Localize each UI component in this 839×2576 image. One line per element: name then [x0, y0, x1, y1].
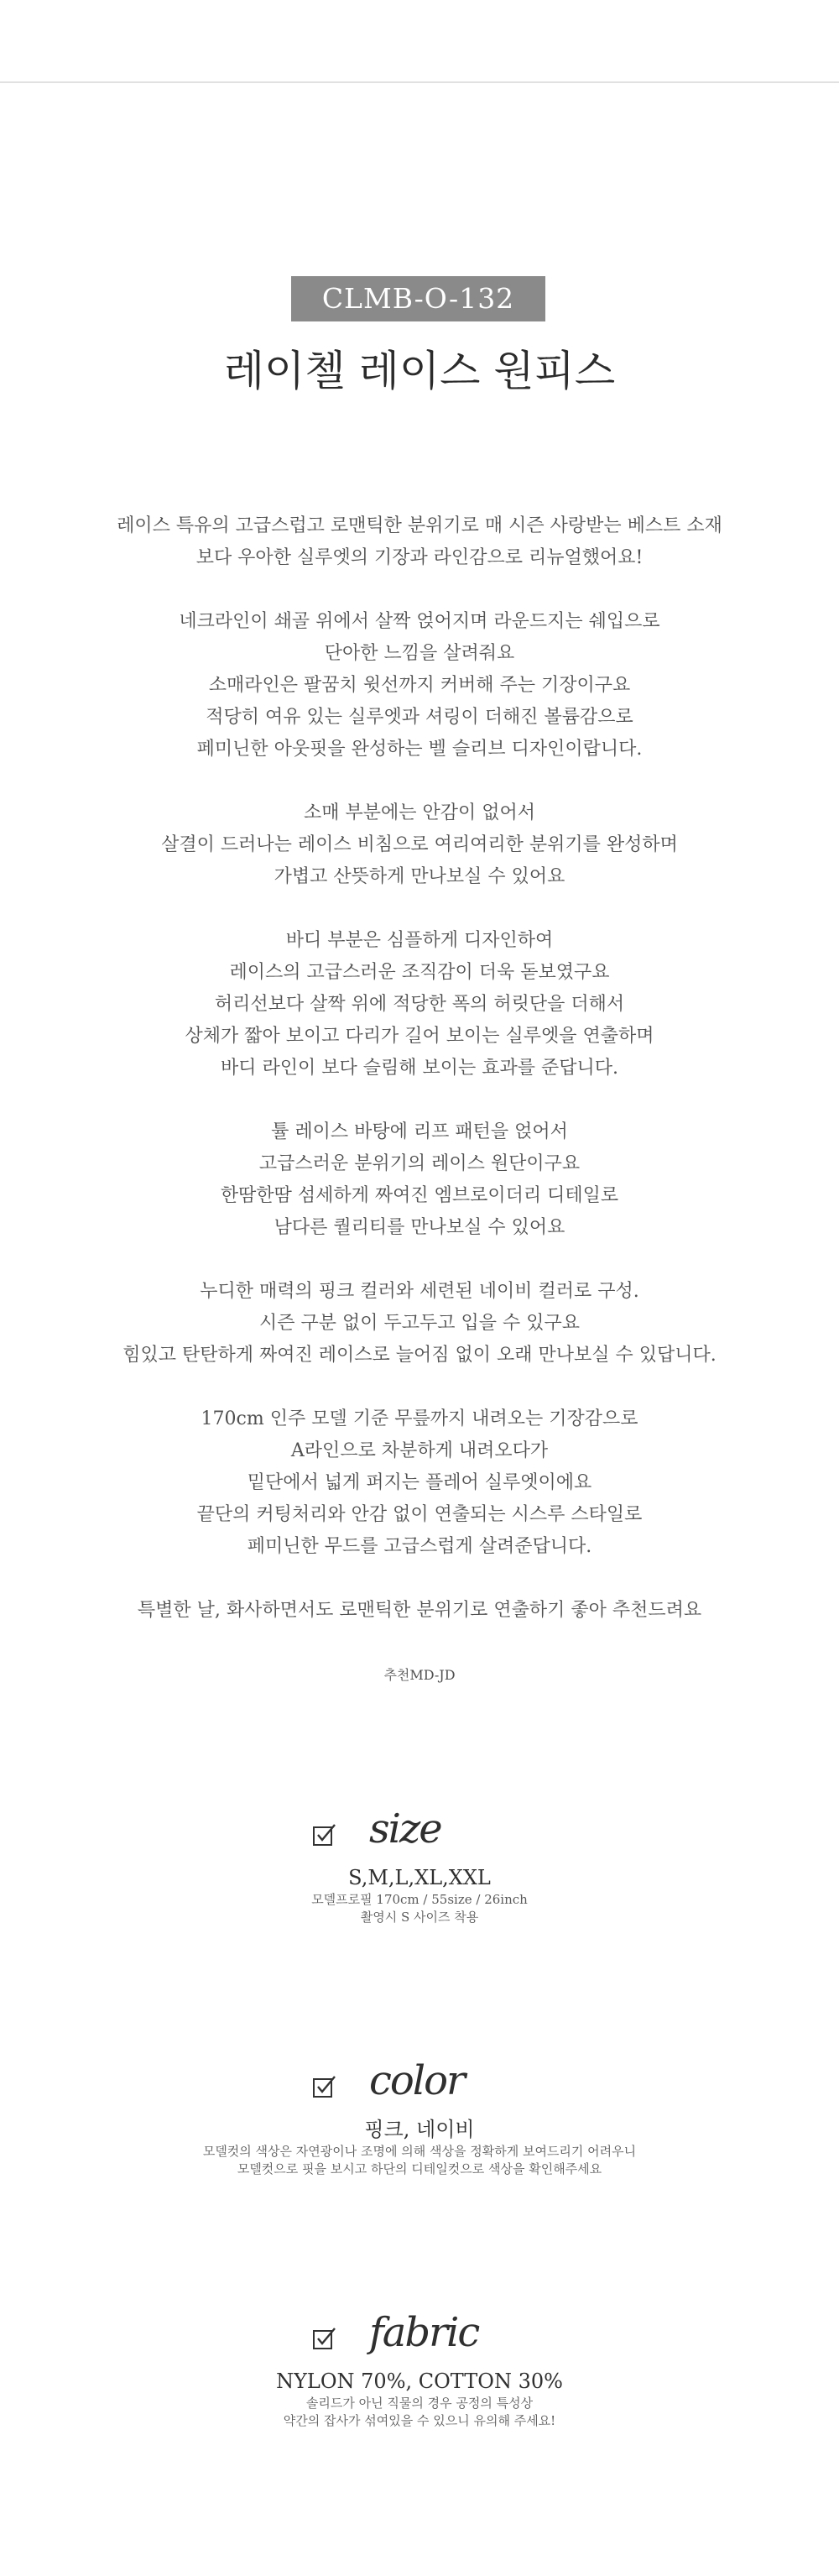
description-paragraph: [0, 606, 839, 765]
size-heading: [0, 1799, 839, 1859]
description-line: 허리선보다 살짝 위에 적당한 폭의 허릿단을 더해서: [214, 994, 625, 1015]
description-line: 한땀한땀 섬세하게 짜여진 엠브로이더리 디테일로: [220, 1185, 619, 1206]
description-paragraph: [0, 1403, 839, 1563]
size-section: [0, 1799, 839, 1926]
description-paragraph: [0, 1116, 839, 1244]
description-paragraph: [0, 797, 839, 893]
fabric-section: [0, 2302, 839, 2430]
description-line: 소매 부분에는 안감이 없어서: [303, 802, 535, 823]
description-line: 바디 부분은 심플하게 디자인하여: [285, 930, 554, 951]
recommender-signature: 추천MD-JD: [383, 1667, 456, 1683]
checkbox-icon: [312, 2326, 337, 2351]
size-value: S,M,L,XL,XXL: [348, 1866, 491, 1889]
checkbox-icon: [312, 1822, 337, 1847]
description-line: 보다 우아한 실루엣의 기장과 라인감으로 리뉴얼했어요!: [195, 547, 644, 568]
fabric-note: 약간의 잡사가 섞여있을 수 있으니 유의해 주세요!: [283, 2413, 556, 2428]
description-paragraph: [0, 1276, 839, 1372]
color-value: 핑크, 네이비: [364, 2118, 475, 2141]
fabric-note: 솔리드가 아닌 직물의 경우 공정의 특성상: [305, 2396, 534, 2411]
top-divider: [0, 81, 839, 83]
description-paragraph: [0, 1595, 839, 1627]
description-line: 끝단의 커팅처리와 안감 없이 연출되는 시스루 스타일로: [196, 1504, 643, 1525]
description-line: 레이스 특유의 고급스럽고 로맨틱한 분위기로 매 시즌 사랑받는 베스트 소재: [117, 515, 722, 536]
product-title: 레이첼 레이스 원피스: [223, 347, 616, 395]
fabric-value: NYLON 70%, COTTON 30%: [276, 2370, 563, 2393]
description-line: 살결이 드러나는 레이스 비침으로 여리여리한 분위기를 완성하며: [161, 834, 678, 855]
color-heading: [0, 2051, 839, 2111]
description-line: 레이스의 고급스러운 조직감이 더욱 돋보였구요: [229, 962, 610, 983]
description-line: 바디 라인이 보다 슬림해 보이는 효과를 준답니다.: [221, 1058, 618, 1079]
description-line: 단아한 느낌을 살려줘요: [324, 643, 515, 664]
color-note: 모델컷의 색상은 자연광이나 조명에 의해 색상을 정확하게 보여드리기 어려우니: [202, 2144, 637, 2159]
description-paragraph: [0, 510, 839, 574]
size-note: 모델프로필 170cm / 55size / 26inch: [311, 1892, 528, 1907]
checkbox-icon: [312, 2074, 337, 2099]
description-line: 시즌 구분 없이 두고두고 입을 수 있구요: [259, 1313, 580, 1334]
description-line: 튤 레이스 바탕에 리프 패턴을 얹어서: [271, 1121, 568, 1142]
description-line: 밑단에서 넓게 퍼지는 플레어 실루엣이에요: [247, 1472, 592, 1493]
description-line: 특별한 날, 화사하면서도 로맨틱한 분위기로 연출하기 좋아 추천드려요: [137, 1600, 702, 1621]
description-line: 고급스러운 분위기의 레이스 원단이구요: [258, 1153, 581, 1174]
description-line: A라인으로 차분하게 내려오다가: [290, 1440, 549, 1461]
color-note: 모델컷으로 핏을 보시고 하단의 디테일컷으로 색상을 확인해주세요: [237, 2161, 602, 2176]
description-line: 소매라인은 팔꿈치 윗선까지 커버해 주는 기장이구요: [208, 675, 631, 696]
product-code-badge: CLMB-O-132: [291, 276, 545, 321]
color-heading-label: color: [369, 2057, 464, 2104]
size-heading-label: size: [369, 1805, 441, 1852]
description-line: 네크라인이 쇄골 위에서 살짝 얹어지며 라운드지는 쉐입으로: [179, 611, 660, 632]
description-paragraph: [0, 925, 839, 1084]
product-description: [0, 510, 839, 1659]
description-line: 힘있고 탄탄하게 짜여진 레이스로 늘어짐 없이 오래 만나보실 수 있답니다.: [122, 1345, 717, 1366]
size-note: 촬영시 S 사이즈 착용: [360, 1910, 479, 1925]
fabric-heading-label: fabric: [369, 2309, 479, 2356]
description-line: 남다른 퀄리티를 만나보실 수 있어요: [274, 1217, 565, 1238]
description-line: 누디한 매력의 핑크 컬러와 세련된 네이비 컬러로 구성.: [200, 1281, 639, 1302]
description-line: 170cm 인주 모델 기준 무릎까지 내려오는 기장감으로: [201, 1408, 638, 1429]
color-section: [0, 2051, 839, 2178]
description-line: 페미닌한 아웃핏을 완성하는 벨 슬리브 디자인이랍니다.: [196, 739, 643, 760]
description-line: 상체가 짧아 보이고 다리가 길어 보이는 실루엣을 연출하며: [185, 1026, 654, 1047]
description-line: 페미닌한 무드를 고급스럽게 살려준답니다.: [247, 1536, 592, 1557]
fabric-heading: [0, 2302, 839, 2363]
description-line: 가볍고 산뜻하게 만나보실 수 있어요: [274, 866, 565, 887]
description-line: 적당히 여유 있는 실루엣과 셔링이 더해진 볼륨감으로: [206, 707, 633, 728]
